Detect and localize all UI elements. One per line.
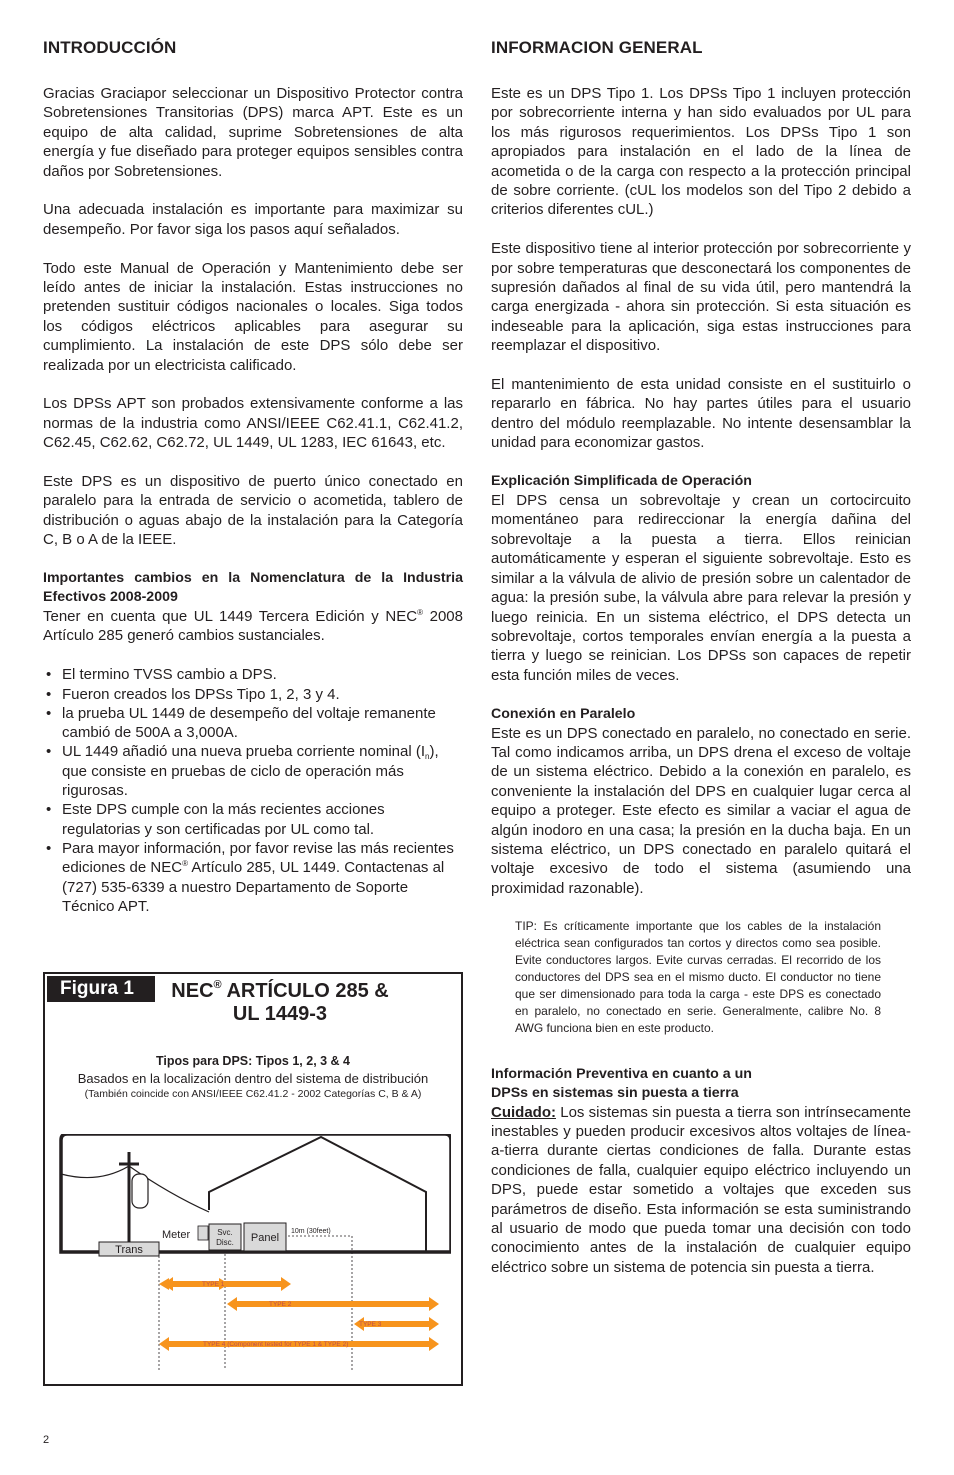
general-info-heading: INFORMACION GENERAL bbox=[491, 38, 703, 57]
list-item: • Fueron creados los DPSs Tipo 1, 2, 3 y 4. bbox=[43, 685, 463, 704]
intro-heading: INTRODUCCIÓN bbox=[43, 38, 177, 57]
right-column bbox=[491, 38, 911, 1277]
nomenclature-text-b: 2008 Artículo 285 generó cambios sustanciales. bbox=[43, 608, 463, 645]
transformer-can bbox=[132, 1174, 148, 1208]
parallel-subheading: Conexión en Paralelo bbox=[491, 705, 636, 722]
figure-caption-location: Basados en la localización dentro del sistema de distribución bbox=[77, 1071, 429, 1086]
meter-box bbox=[198, 1226, 208, 1240]
caution-label: Cuidado: bbox=[491, 1103, 556, 1121]
parallel-paragraph: Este es un DPS conectado en paralelo, no conectado en serie. Tal como indicamos arriba, un DPS drena el exceso de voltaje de un sistema eléctrico. Debido a la conexión en paralelo, es conveniente la instalación del DPS en cualquier lugar cerca al equipo a proteger. Este efecto es similar a vaciar el agua de algún inodoro en una casa; la presión en la ducha baja. En un sistema eléctrico, un DPS conectado en paralelo quitará el voltaje excesivo de todo el sistema (asumiendo una proximidad razonable). bbox=[491, 724, 911, 897]
intro-paragraph-1: Gracias Graciapor seleccionar un Dispositivo Protector contra Sobretensiones Transitorias (DPS) marca APT. Este es un equipo de alta calidad, suprime Sobretensiones de alta energía y fue diseñado para proteger equipos sensibles contra daños por Sobretensiones. bbox=[43, 85, 463, 180]
nomenclature-subheading: Importantes cambios en la Nomenclatura de la Industria Efectivos 2008-2009 bbox=[43, 570, 463, 606]
changes-list bbox=[43, 665, 463, 916]
left-column bbox=[43, 38, 463, 935]
list-item bbox=[43, 742, 463, 800]
registered-mark: ® bbox=[182, 859, 188, 869]
list-item-text-a: Para mayor información, por favor revise las más recientes ediciones de NEC bbox=[62, 839, 454, 877]
distribution-diagram bbox=[59, 1134, 451, 1370]
figure-caption-types: Tipos para DPS: Tipos 1, 2, 3 & 4 bbox=[155, 1054, 351, 1068]
registered-mark: ® bbox=[213, 979, 222, 991]
type-2-label: TYPE 2 bbox=[269, 1301, 292, 1308]
figure-title bbox=[165, 980, 395, 1026]
intro-paragraph-3: Todo este Manual de Operación y Mantenimiento debe ser leído antes de iniciar la instalación. Estas instrucciones no pretenden sustituir códigos nacionales o locales. Siga todos los códigos eléctricos aplicables para asegurar su cumplimiento. La instalación de este DPS sólo debe ser realizada por un electricista calificado. bbox=[43, 259, 463, 374]
type-4-label: TYPE 4 (Component tested for TYPE 1 & TYPE 2) bbox=[203, 1341, 349, 1348]
ungrounded-subheading-2: DPSs en sistemas sin puesta a tierra bbox=[491, 1084, 739, 1101]
type-1-arrow bbox=[163, 1277, 291, 1291]
figure-caption-ansi: (También coincide con ANSI/IEEE C62.41.2 - 2002 Categorías C, B & A) bbox=[84, 1088, 422, 1100]
ungrounded-subheading-1: Información Preventiva en cuanto a un bbox=[491, 1065, 752, 1082]
caution-text: Los sistemas sin puesta a tierra son intrínsecamente inestables y pueden producir excesivos altos voltajes de línea-a-tierra durante ciertas condiciones de falla. Durante estas condiciones de falla, cualquier equipo eléctrico incluyendo un DPS, puede estar sometido a voltajes que exceden sus parámetros de diseño. Esta información se esta suministrando al usuario de modo que pueda tomar una decisión con todo conocimiento antes de la instalación de cualquier equipo eléctrico sobre un sistema de potencia sin puesta a tierra. bbox=[491, 1103, 911, 1276]
meter-label: Meter bbox=[162, 1229, 191, 1241]
figure-title-nec: NEC bbox=[171, 980, 214, 1002]
distance-label: 10m (30feet) bbox=[291, 1228, 331, 1235]
nomenclature-paragraph bbox=[43, 607, 463, 646]
svc-label: Svc. bbox=[217, 1228, 233, 1237]
panel-label: Panel bbox=[250, 1232, 280, 1244]
nomenclature-text-a: Tener en cuenta que UL 1449 Tercera Edición y NEC bbox=[43, 608, 418, 626]
list-item-text-b: ), que consiste en pruebas de ciclo de operación más rigurosas. bbox=[62, 743, 439, 800]
type-1-label: TYPE 1 bbox=[202, 1281, 225, 1288]
general-paragraph-1: Este es un DPS Tipo 1. Los DPSs Tipo 1 incluyen protección por sobrecorriente interna y han sido evaluados por UL para los más rigurosos requerimientos. Los DPSs Tipo 1 son apropiados para instalación en el lado de la línea de acometida o de la carga con respecto a la protección principal de sobre corriente. (cUL los modelos son del Tipo 2 debido a criterios diferentes cUL.) bbox=[491, 85, 911, 219]
page-number: 2 bbox=[43, 1434, 50, 1446]
operation-paragraph: El DPS censa un sobrevoltaje y crean un cortocircuito momentáneo para redireccionar la energía dañina del sobrevoltaje a la puesta a tierra. Ellos reinician automáticamente y esperan el siguiente sobrevoltaje. Esto es similar a la válvula de alivio de presión sobre un calentador de agua: la presión sube, la válvula abre para relevar la presión y luego reinicia. En un sistema eléctrico, el DPS detecta un sobrevoltaje, cortos temporales envían energía a la puesta a tierra y luego se reinician. Los DPSs son capaces de repetir esta función miles de veces. bbox=[491, 492, 911, 684]
type-3-label: TYPE 3 bbox=[359, 1321, 382, 1328]
intro-paragraph-5: Este DPS es un dispositivo de puerto único conectado en paralelo para la entrada de servicio o acometida, tablero de distribución o aguas abajo de la instalación para la Categoría C, B o A de la IEEE. bbox=[43, 473, 463, 549]
list-item: • Este DPS cumple con la más recientes acciones regulatorias y son certificadas por UL como tal. bbox=[43, 800, 463, 839]
list-item bbox=[43, 839, 463, 916]
caution-paragraph bbox=[491, 1103, 911, 1278]
figure-1-box bbox=[43, 972, 463, 1386]
power-line bbox=[61, 1166, 129, 1178]
figure-tag: Figura 1 bbox=[47, 976, 155, 1002]
trans-label: Trans bbox=[115, 1244, 143, 1256]
list-item: • la prueba UL 1449 de desempeño del voltaje remanente cambió de 500A a 3,000A. bbox=[43, 704, 463, 743]
type-2-arrow bbox=[227, 1297, 439, 1311]
intro-paragraph-2: Una adecuada instalación es importante para maximizar su desempeño. Por favor siga los pasos aquí señalados. bbox=[43, 201, 463, 238]
disc-label: Disc. bbox=[216, 1238, 234, 1247]
figure-title-article: ARTÍCULO 285 & bbox=[221, 980, 389, 1002]
general-paragraph-3: El mantenimiento de esta unidad consiste en el sustituirlo o repararlo en fábrica. No hay partes útiles para el usuario dentro del módulo reemplazable. No intente desensamblar la unidad para economizar gastos. bbox=[491, 376, 911, 452]
list-item-text-b: Artículo 285, UL 1449. Contactenas al (727) 535-6339 a nuestro Departamento de Soporte Técnico APT. bbox=[62, 859, 445, 915]
tip-note: TIP: Es críticamente importante que los cables de la instalación eléctrica sean configurados tan cortos y directos como sea posible. Evite conductores largos. Evite curvas cerradas. El recorrido de los conductores del DPS sea en el mismo ducto. El conductor no tiene que ser dimensionado para toda la carga - este DPS es conectado en paralelo, no conectado en serie. Generalmente, calibre No. 8 AWG funciona bien en este producto. bbox=[515, 918, 881, 1035]
operation-subheading: Explicación Simplificada de Operación bbox=[491, 473, 752, 490]
general-paragraph-2: Este dispositivo tiene al interior protección por sobrecorriente y por sobre temperaturas que desconectará los componentes de supresión dañados al final de su vida útil, pero mantendrá la carga energizada - ahora sin protección. Si esta situación es indeseable para la aplicación, siga estas instrucciones para reemplazar el dispositivo. bbox=[491, 240, 911, 355]
list-item: • El termino TVSS cambio a DPS. bbox=[43, 665, 463, 684]
list-item-text-a: UL 1449 añadió una nueva prueba corriente nominal (I bbox=[62, 743, 426, 761]
figure-title-ul: UL 1449-3 bbox=[232, 1003, 328, 1025]
intro-paragraph-4: Los DPSs APT son probados extensivamente conforme a las normas de la industria como ANSI/IEEE C62.41.1, C62.41.2, C62.45, C62.62, C62.72, UL 1449, UL 1283, IEC 61643, etc. bbox=[43, 395, 463, 452]
registered-mark: ® bbox=[417, 608, 423, 618]
subscript-n: n bbox=[425, 752, 430, 762]
